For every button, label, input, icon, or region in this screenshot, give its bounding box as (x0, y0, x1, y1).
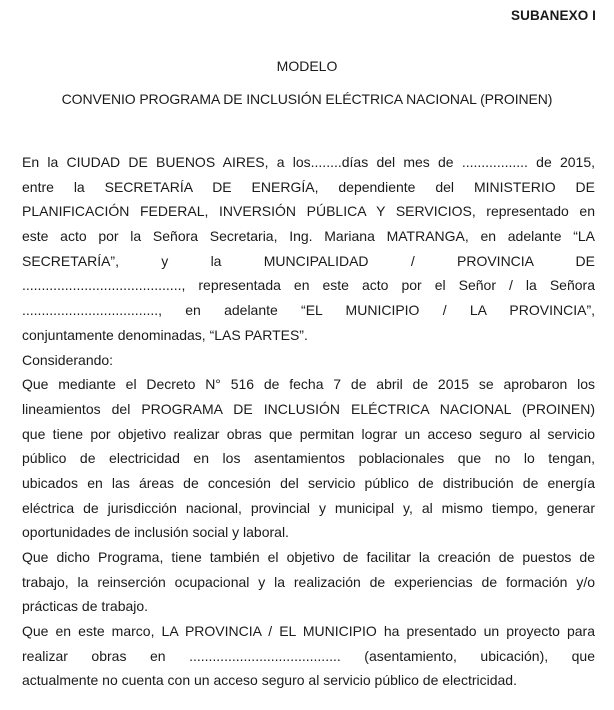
text-line: prácticas de trabajo. (22, 598, 149, 615)
text-line: ..................................., en adelante “EL MUNICIPIO / LA PROVINCIA”, (22, 302, 595, 319)
text-line: entre la SECRETARÍA DE ENERGÍA, dependiente del MINISTERIO DE (22, 178, 595, 195)
text-line: conjuntamente denominadas, “LAS PARTES”. (22, 326, 308, 343)
text-line: lineamientos del PROGRAMA DE INCLUSIÓN ELÉCTRICA NACIONAL (PROINEN) (22, 400, 595, 417)
text-line: En la CIUDAD DE BUENOS AIRES, a los........días del mes de ................. de 2015, (22, 154, 595, 170)
model-heading: MODELO (276, 58, 338, 74)
text-line: SECRETARÍA”, y la MUNCIPALIDAD / PROVINCIA DE (22, 252, 595, 269)
document-title: CONVENIO PROGRAMA DE INCLUSIÓN ELÉCTRICA NACIONAL (PROINEN) (61, 91, 553, 107)
text-line: oportunidades de inclusión social y laboral. (22, 524, 289, 541)
text-line: realizar obras en ....................................... (asentamiento, ubicación), que (22, 647, 595, 664)
text-line: que tiene por objetivo realizar obras que permitan lograr un acceso seguro al servicio (22, 425, 595, 442)
agreement-body (22, 150, 595, 693)
text-line: Que en este marco, LA PROVINCIA / EL MUNICIPIO ha presentado un proyecto para (22, 623, 595, 640)
text-line: Que mediante el Decreto N° 516 de fecha 7 de abril de 2015 se aprobaron los (22, 376, 595, 393)
text-line: ubicados en las áreas de concesión del servicio público de distribución de energía (22, 474, 595, 491)
considering-heading: Considerando: (22, 351, 114, 368)
text-line: trabajo, la reinserción ocupacional y la realización de experiencias de formación y/o (22, 573, 595, 590)
text-line: Que dicho Programa, tiene también el objetivo de facilitar la creación de puestos de (22, 549, 595, 565)
text-line: PLANIFICACIÓN FEDERAL, INVERSIÓN PÚBLICA Y SERVICIOS, representado en (22, 203, 595, 220)
text-line: ........................................., representada en este acto por el Señor / la Señora (22, 277, 595, 294)
text-line: eléctrica de jurisdicción nacional, provincial y municipal y, al mismo tiempo, generar (22, 499, 595, 516)
text-line: este acto por la Señora Secretaria, Ing. Mariana MATRANGA, en adelante “LA (22, 228, 595, 245)
text-line: público de electricidad en los asentamientos poblacionales que no lo tengan, (22, 450, 595, 467)
text-line: actualmente no cuenta con un acceso seguro al servicio público de electricidad. (22, 672, 517, 689)
annex-label: SUBANEXO I (510, 8, 596, 23)
